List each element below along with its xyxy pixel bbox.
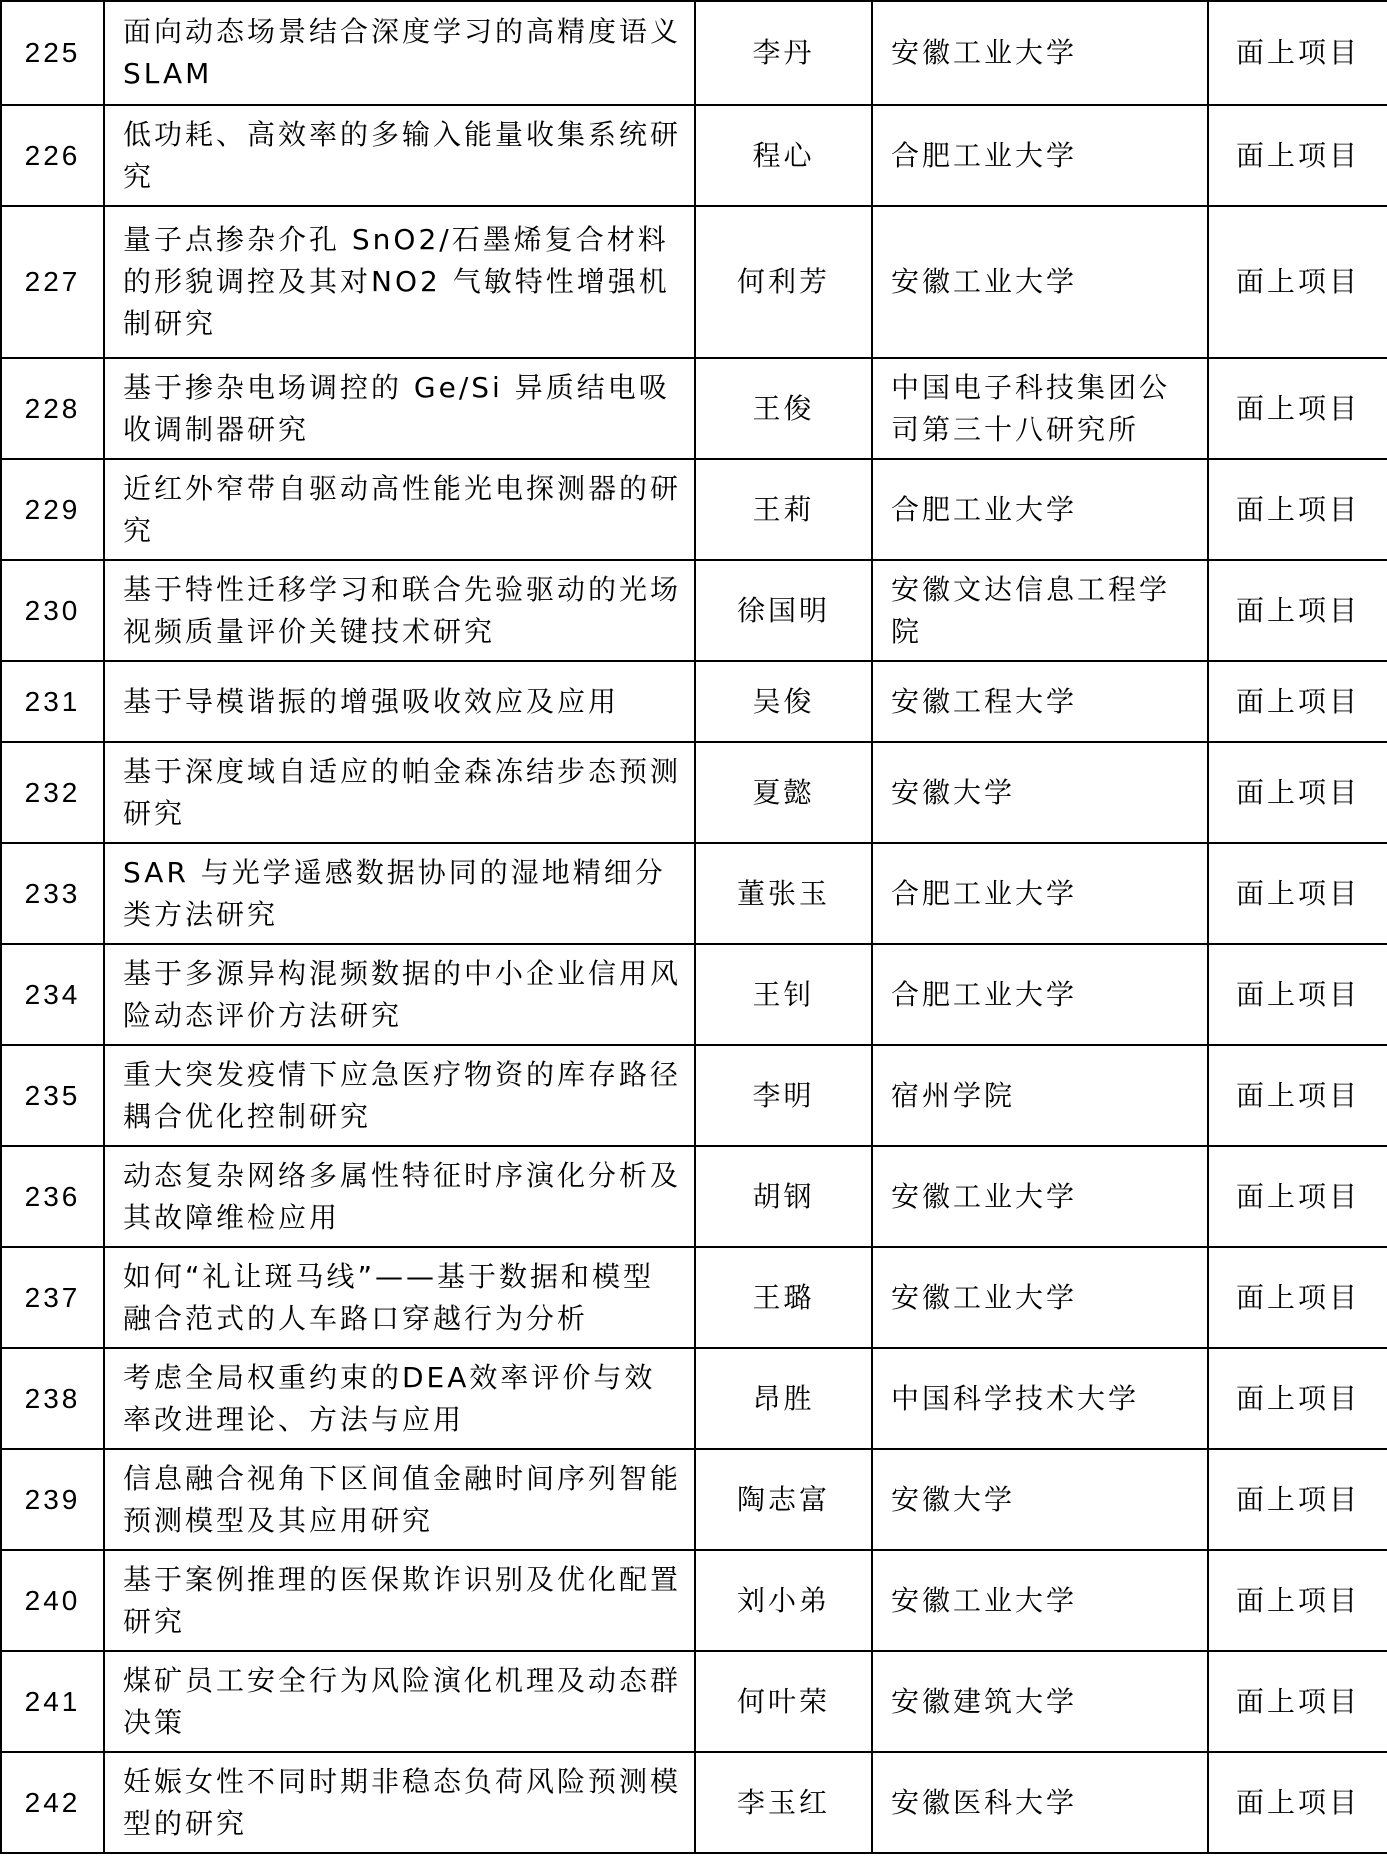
project-number: 239 [1,1449,104,1550]
project-organization: 中国电子科技集团公司第三十八研究所 [872,358,1208,459]
project-title: 如何“礼让斑马线”——基于数据和模型融合范式的人车路口穿越行为分析 [104,1247,695,1348]
table-row [1,1550,1387,1651]
table-row [1,1651,1387,1752]
project-leader: 程心 [695,105,872,206]
project-type: 面上项目 [1208,560,1387,661]
project-organization: 安徽工业大学 [872,1146,1208,1247]
project-number: 236 [1,1146,104,1247]
project-type: 面上项目 [1208,1247,1387,1348]
table-row [1,1247,1387,1348]
project-leader: 何利芳 [695,206,872,358]
table-row [1,105,1387,206]
project-title: 妊娠女性不同时期非稳态负荷风险预测模型的研究 [104,1752,695,1853]
project-type: 面上项目 [1208,1449,1387,1550]
project-leader: 王璐 [695,1247,872,1348]
project-organization: 合肥工业大学 [872,459,1208,560]
project-number: 238 [1,1348,104,1449]
project-type: 面上项目 [1208,105,1387,206]
project-number: 234 [1,944,104,1045]
project-leader: 王俊 [695,358,872,459]
project-leader: 徐国明 [695,560,872,661]
project-organization: 安徽大学 [872,1449,1208,1550]
table-row [1,459,1387,560]
table-row [1,944,1387,1045]
project-leader: 董张玉 [695,843,872,944]
project-title: SAR 与光学遥感数据协同的湿地精细分类方法研究 [104,843,695,944]
project-title: 考虑全局权重约束的DEA效率评价与效率改进理论、方法与应用 [104,1348,695,1449]
project-title: 重大突发疫情下应急医疗物资的库存路径耦合优化控制研究 [104,1045,695,1146]
table-row [1,661,1387,742]
table-row [1,1348,1387,1449]
project-organization: 安徽大学 [872,742,1208,843]
project-type: 面上项目 [1208,1752,1387,1853]
project-number: 229 [1,459,104,560]
project-number: 227 [1,206,104,358]
project-organization: 安徽建筑大学 [872,1651,1208,1752]
project-table-body [1,1,1387,1853]
project-title: 基于特性迁移学习和联合先验驱动的光场视频质量评价关键技术研究 [104,560,695,661]
project-organization: 合肥工业大学 [872,944,1208,1045]
project-title: 基于导模谐振的增强吸收效应及应用 [104,661,695,742]
project-leader: 昂胜 [695,1348,872,1449]
project-leader: 吴俊 [695,661,872,742]
table-row [1,1045,1387,1146]
table-row [1,1752,1387,1853]
project-number: 228 [1,358,104,459]
project-type: 面上项目 [1208,206,1387,358]
project-type: 面上项目 [1208,1,1387,105]
project-title: 基于掺杂电场调控的 Ge/Si 异质结电吸收调制器研究 [104,358,695,459]
project-number: 230 [1,560,104,661]
project-type: 面上项目 [1208,1651,1387,1752]
project-organization: 安徽工业大学 [872,206,1208,358]
project-type: 面上项目 [1208,1146,1387,1247]
project-organization: 安徽工业大学 [872,1550,1208,1651]
project-organization: 安徽工业大学 [872,1,1208,105]
project-number: 241 [1,1651,104,1752]
table-row [1,742,1387,843]
project-leader: 王钊 [695,944,872,1045]
project-number: 232 [1,742,104,843]
project-leader: 何叶荣 [695,1651,872,1752]
project-number: 231 [1,661,104,742]
project-title: 信息融合视角下区间值金融时间序列智能预测模型及其应用研究 [104,1449,695,1550]
project-title: 低功耗、高效率的多输入能量收集系统研究 [104,105,695,206]
project-type: 面上项目 [1208,661,1387,742]
project-number: 235 [1,1045,104,1146]
project-organization: 安徽工业大学 [872,1247,1208,1348]
project-number: 240 [1,1550,104,1651]
project-organization: 宿州学院 [872,1045,1208,1146]
table-row [1,206,1387,358]
table-row [1,1146,1387,1247]
project-title: 动态复杂网络多属性特征时序演化分析及其故障维检应用 [104,1146,695,1247]
project-type: 面上项目 [1208,358,1387,459]
project-type: 面上项目 [1208,1550,1387,1651]
project-number: 233 [1,843,104,944]
project-leader: 李明 [695,1045,872,1146]
project-organization: 安徽工程大学 [872,661,1208,742]
project-type: 面上项目 [1208,843,1387,944]
project-number: 237 [1,1247,104,1348]
project-type: 面上项目 [1208,742,1387,843]
project-type: 面上项目 [1208,459,1387,560]
project-type: 面上项目 [1208,1045,1387,1146]
project-type: 面上项目 [1208,944,1387,1045]
project-leader: 王莉 [695,459,872,560]
project-leader: 陶志富 [695,1449,872,1550]
project-title: 基于案例推理的医保欺诈识别及优化配置研究 [104,1550,695,1651]
project-leader: 刘小弟 [695,1550,872,1651]
project-organization: 安徽医科大学 [872,1752,1208,1853]
project-title: 面向动态场景结合深度学习的高精度语义 SLAM [104,1,695,105]
table-row [1,560,1387,661]
project-number: 242 [1,1752,104,1853]
project-number: 226 [1,105,104,206]
table-row [1,843,1387,944]
project-number: 225 [1,1,104,105]
project-leader: 李丹 [695,1,872,105]
project-title: 基于深度域自适应的帕金森冻结步态预测研究 [104,742,695,843]
project-organization: 合肥工业大学 [872,843,1208,944]
table-row [1,358,1387,459]
project-type: 面上项目 [1208,1348,1387,1449]
project-organization: 中国科学技术大学 [872,1348,1208,1449]
project-title: 基于多源异构混频数据的中小企业信用风险动态评价方法研究 [104,944,695,1045]
project-leader: 李玉红 [695,1752,872,1853]
project-organization: 安徽文达信息工程学院 [872,560,1208,661]
project-title: 近红外窄带自驱动高性能光电探测器的研究 [104,459,695,560]
project-organization: 合肥工业大学 [872,105,1208,206]
table-row [1,1449,1387,1550]
table-row [1,1,1387,105]
project-title: 煤矿员工安全行为风险演化机理及动态群决策 [104,1651,695,1752]
project-leader: 胡钢 [695,1146,872,1247]
project-leader: 夏懿 [695,742,872,843]
project-title: 量子点掺杂介孔 SnO2/石墨烯复合材料的形貌调控及其对NO2 气敏特性增强机制研究 [104,206,695,358]
